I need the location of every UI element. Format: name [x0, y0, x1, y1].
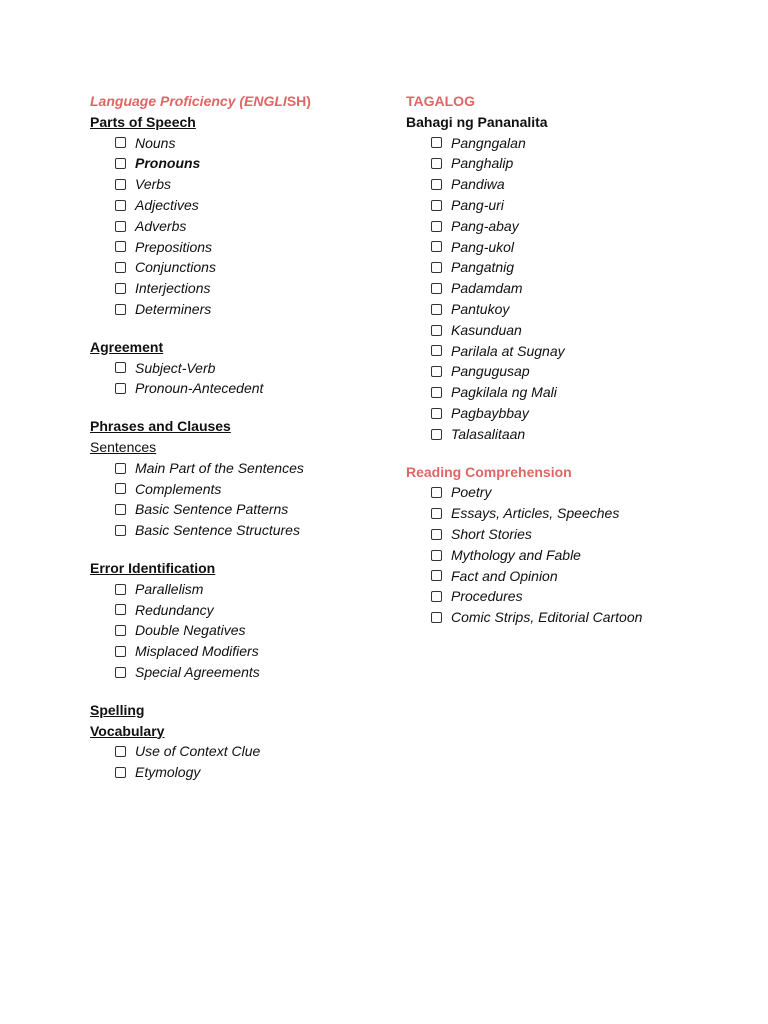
- checkbox[interactable]: [115, 746, 126, 757]
- checkbox[interactable]: [115, 137, 126, 148]
- checklist-item[interactable]: [406, 257, 736, 278]
- checklist-item[interactable]: [90, 520, 390, 541]
- item-label: Basic Sentence Structures: [135, 522, 300, 539]
- item-label: Pronoun-Antecedent: [135, 380, 264, 397]
- section-heading-bahagi-ng-pananalita: Bahagi ng Pananalita: [406, 113, 548, 130]
- checkbox[interactable]: [431, 570, 442, 581]
- section-heading-vocabulary: Vocabulary: [90, 722, 165, 739]
- section-heading-parts-of-speech: Parts of Speech: [90, 113, 196, 130]
- english-title-tail: SH): [286, 93, 311, 109]
- item-label: Essays, Articles, Speeches: [451, 505, 620, 522]
- item-label: Adjectives: [135, 196, 199, 213]
- section-heading-phrases-and-clauses: Phrases and Clauses: [90, 418, 231, 435]
- checklist-item[interactable]: [90, 662, 390, 683]
- checklist-item[interactable]: [406, 545, 736, 566]
- checkbox[interactable]: [115, 483, 126, 494]
- checklist-item[interactable]: [90, 216, 390, 237]
- item-label: Panghalip: [451, 155, 514, 172]
- item-label: Pang-uri: [451, 196, 504, 213]
- checkbox[interactable]: [115, 221, 126, 232]
- checkbox[interactable]: [115, 304, 126, 315]
- checklist-item[interactable]: [406, 174, 736, 195]
- checklist-item[interactable]: [406, 586, 736, 607]
- checkbox[interactable]: [431, 304, 442, 315]
- checkbox[interactable]: [431, 508, 442, 519]
- checkbox[interactable]: [431, 200, 442, 211]
- item-label: Subject-Verb: [135, 359, 216, 376]
- item-label: Comic Strips, Editorial Cartoon: [451, 609, 643, 626]
- item-label: Short Stories: [451, 525, 532, 542]
- checklist-item[interactable]: [90, 600, 390, 621]
- checklist-item[interactable]: [90, 479, 390, 500]
- checkbox[interactable]: [115, 383, 126, 394]
- spacer: [90, 541, 390, 558]
- item-label: Talasalitaan: [451, 425, 526, 442]
- checkbox[interactable]: [431, 325, 442, 336]
- spacer: [90, 320, 390, 337]
- item-label: Pronouns: [135, 155, 201, 172]
- checkbox[interactable]: [115, 525, 126, 536]
- item-label: Padamdam: [451, 280, 523, 297]
- item-label: Determiners: [135, 300, 212, 317]
- item-label: Mythology and Fable: [451, 546, 581, 563]
- checkbox[interactable]: [431, 529, 442, 540]
- item-label: Parilala at Sugnay: [451, 342, 565, 359]
- spacer: [90, 683, 390, 700]
- checkbox[interactable]: [115, 584, 126, 595]
- checkbox[interactable]: [431, 487, 442, 498]
- checkbox[interactable]: [115, 667, 126, 678]
- item-label: Pagbaybbay: [451, 404, 529, 421]
- spacer: [406, 445, 736, 462]
- checkbox[interactable]: [431, 550, 442, 561]
- checklist-item[interactable]: [90, 358, 390, 379]
- checklist-item[interactable]: [406, 382, 736, 403]
- item-label: Poetry: [451, 484, 492, 501]
- checkbox[interactable]: [115, 200, 126, 211]
- reading-comprehension-title: Reading Comprehension: [406, 463, 572, 480]
- item-label: Misplaced Modifiers: [135, 643, 259, 660]
- tagalog-column: [406, 91, 736, 628]
- checkbox[interactable]: [115, 283, 126, 294]
- checkbox[interactable]: [115, 604, 126, 615]
- item-label: Pangngalan: [451, 134, 526, 151]
- item-label: Interjections: [135, 280, 211, 297]
- checkbox[interactable]: [115, 362, 126, 373]
- item-label: Pangugusap: [451, 363, 530, 380]
- checklist-item[interactable]: [406, 133, 736, 154]
- checkbox[interactable]: [431, 366, 442, 377]
- item-label: Nouns: [135, 134, 176, 151]
- item-label: Parallelism: [135, 580, 204, 597]
- checklist-item[interactable]: [90, 278, 390, 299]
- checklist-item[interactable]: [406, 607, 736, 628]
- checklist-item[interactable]: [406, 278, 736, 299]
- checklist-item[interactable]: [406, 341, 736, 362]
- item-label: Adverbs: [135, 217, 187, 234]
- spacer: [90, 399, 390, 416]
- english-title-main: Language Proficiency (ENGLI: [90, 93, 287, 109]
- item-label: Kasunduan: [451, 321, 522, 338]
- checklist-item[interactable]: [90, 499, 390, 520]
- checklist-item[interactable]: [90, 741, 390, 762]
- checklist-item[interactable]: [90, 762, 390, 783]
- item-label: Complements: [135, 480, 222, 497]
- checkbox[interactable]: [115, 158, 126, 169]
- item-label: Use of Context Clue: [135, 743, 261, 760]
- checklist-item[interactable]: [90, 153, 390, 174]
- checklist-item[interactable]: [406, 566, 736, 587]
- checkbox[interactable]: [431, 408, 442, 419]
- checkbox[interactable]: [431, 283, 442, 294]
- item-label: Basic Sentence Patterns: [135, 501, 289, 518]
- item-label: Verbs: [135, 176, 172, 193]
- checkbox[interactable]: [431, 429, 442, 440]
- checklist-item[interactable]: [406, 482, 736, 503]
- checkbox[interactable]: [431, 158, 442, 169]
- checklist-item[interactable]: [90, 579, 390, 600]
- checklist-item[interactable]: [406, 320, 736, 341]
- checklist-item[interactable]: [406, 237, 736, 258]
- checklist-item[interactable]: [406, 503, 736, 524]
- checklist-item[interactable]: [90, 458, 390, 479]
- checklist-item[interactable]: [90, 174, 390, 195]
- item-label: Fact and Opinion: [451, 567, 558, 584]
- section-heading-error-identification: Error Identification: [90, 559, 216, 576]
- item-label: Procedures: [451, 588, 523, 605]
- checkbox[interactable]: [431, 221, 442, 232]
- item-label: Pangatnig: [451, 259, 515, 276]
- checkbox[interactable]: [431, 591, 442, 602]
- checklist-item[interactable]: [406, 153, 736, 174]
- checkbox[interactable]: [431, 137, 442, 148]
- checklist-item[interactable]: [406, 216, 736, 237]
- checkbox[interactable]: [115, 463, 126, 474]
- checklist-item[interactable]: [90, 620, 390, 641]
- checkbox[interactable]: [431, 387, 442, 398]
- item-label: Redundancy: [135, 601, 214, 618]
- checkbox[interactable]: [431, 345, 442, 356]
- checkbox[interactable]: [115, 179, 126, 190]
- item-label: Pandiwa: [451, 176, 505, 193]
- checklist-item[interactable]: [406, 361, 736, 382]
- item-label: Prepositions: [135, 238, 213, 255]
- checklist-item[interactable]: [90, 299, 390, 320]
- section-subheading-sentences: Sentences: [90, 438, 157, 455]
- item-label: Pantukoy: [451, 300, 510, 317]
- item-label: Main Part of the Sentences: [135, 459, 304, 476]
- item-label: Conjunctions: [135, 259, 216, 276]
- checklist-item[interactable]: [90, 133, 390, 154]
- item-label: Etymology: [135, 764, 201, 781]
- checkbox[interactable]: [115, 646, 126, 657]
- checklist-item[interactable]: [90, 195, 390, 216]
- english-title: [90, 91, 390, 112]
- checkbox[interactable]: [431, 262, 442, 273]
- checklist-item[interactable]: [406, 524, 736, 545]
- checklist-item[interactable]: [90, 237, 390, 258]
- checkbox[interactable]: [115, 504, 126, 515]
- tagalog-title: TAGALOG: [406, 93, 475, 109]
- checkbox[interactable]: [431, 612, 442, 623]
- section-heading-spelling: Spelling: [90, 701, 145, 718]
- checklist-item[interactable]: [406, 195, 736, 216]
- checklist-item[interactable]: [406, 424, 736, 445]
- checkbox[interactable]: [431, 179, 442, 190]
- checklist-item[interactable]: [90, 641, 390, 662]
- item-label: Special Agreements: [135, 663, 260, 680]
- checkbox[interactable]: [115, 767, 126, 778]
- checklist-item[interactable]: [406, 299, 736, 320]
- english-column: [90, 91, 390, 783]
- checkbox[interactable]: [115, 262, 126, 273]
- checkbox[interactable]: [115, 241, 126, 252]
- item-label: Pagkilala ng Mali: [451, 384, 557, 401]
- section-heading-agreement: Agreement: [90, 338, 164, 355]
- checklist-item[interactable]: [90, 378, 390, 399]
- checklist-item[interactable]: [90, 257, 390, 278]
- item-label: Pang-ukol: [451, 238, 515, 255]
- item-label: Pang-abay: [451, 217, 519, 234]
- checkbox[interactable]: [115, 625, 126, 636]
- checklist-item[interactable]: [406, 403, 736, 424]
- checkbox[interactable]: [431, 241, 442, 252]
- item-label: Double Negatives: [135, 622, 246, 639]
